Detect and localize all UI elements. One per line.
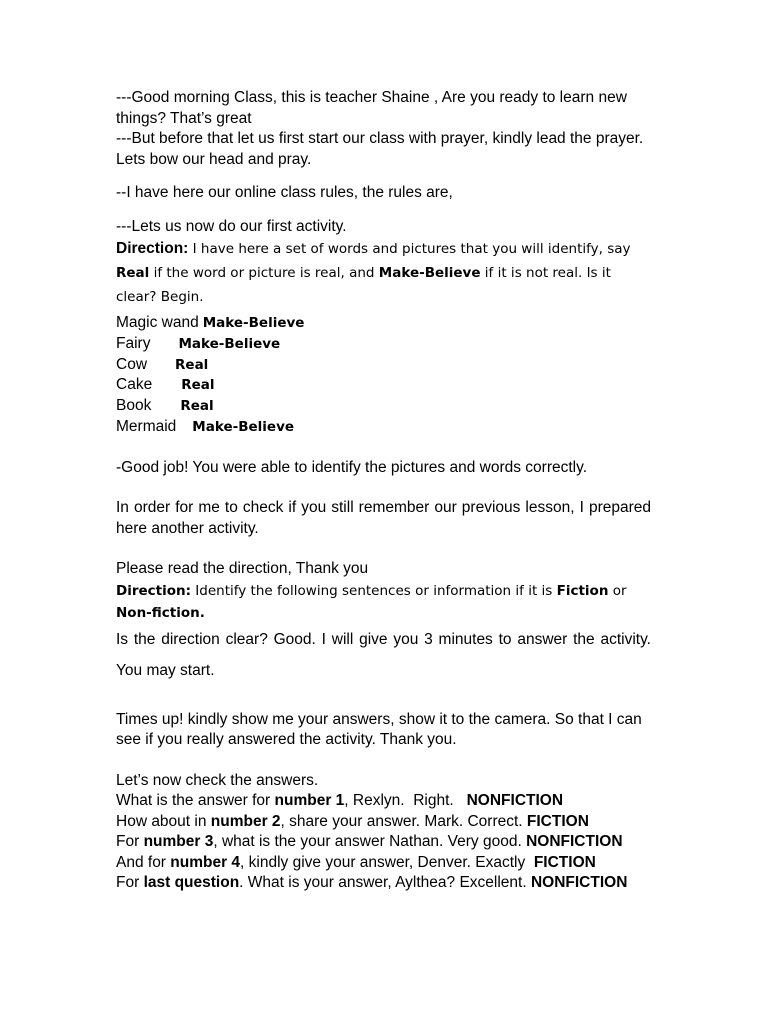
answer-line xyxy=(116,791,651,812)
answer-value: NONFICTION xyxy=(466,792,564,810)
word-list xyxy=(116,313,651,438)
direction-2 xyxy=(116,580,651,624)
check-answers-heading: Let’s now check the answers. xyxy=(116,771,319,789)
first-activity-paragraph: ---Lets us now do our first activity. xyxy=(116,217,347,235)
answer-prefix: For xyxy=(116,874,144,892)
lesson-document xyxy=(116,88,651,894)
direction-1 xyxy=(116,237,651,309)
answer-middle: , kindly give your answer, Denver. Exactly xyxy=(240,853,534,871)
word-row xyxy=(116,396,651,417)
word-answer: Real xyxy=(181,377,215,394)
answer-prefix: And for xyxy=(116,853,171,871)
answer-number: number 2 xyxy=(210,812,281,830)
direction-1-text-a: I have here a set of words and pictures that you will identify, say xyxy=(188,241,631,257)
direction-1-lead: Direction: xyxy=(116,240,189,257)
direction-1-make-believe: Make-Believe xyxy=(378,265,481,281)
direction-1-real: Real xyxy=(116,265,150,281)
direction-clear-paragraph: Is the direction clear? Good. I will give you 3 minutes to answer the activity. You may start. xyxy=(116,630,651,679)
word-label: Mermaid xyxy=(116,417,177,435)
direction-2-lead: Direction: xyxy=(116,582,192,599)
word-answer: Real xyxy=(180,398,214,415)
word-label: Fairy xyxy=(116,334,151,352)
answer-prefix: How about in xyxy=(116,812,211,830)
word-answer: Make-Believe xyxy=(192,418,295,435)
answer-number: last question xyxy=(143,874,240,892)
word-row xyxy=(116,417,651,438)
direction-2-nonfiction: Non-fiction. xyxy=(116,604,205,621)
answer-number: number 1 xyxy=(274,792,345,810)
answer-list xyxy=(116,791,651,894)
word-label: Cake xyxy=(116,376,153,394)
answer-prefix: What is the answer for xyxy=(116,792,275,810)
previous-lesson-paragraph: In order for me to check if you still remember our previous lesson, I prepared here another activity. xyxy=(116,499,651,537)
word-label: Magic wand xyxy=(116,314,199,331)
good-job-paragraph: -Good job! You were able to identify the pictures and words correctly. xyxy=(116,458,588,476)
answer-line xyxy=(116,873,651,894)
direction-1-text-c: if it is not real. Is it clear? Begin. xyxy=(116,265,611,305)
prayer-paragraph: ---But before that let us first start our class with prayer, kindly lead the prayer. Lets bow our head and pray. xyxy=(116,130,644,168)
word-answer: Make-Believe xyxy=(178,335,281,352)
answer-middle: . What is your answer, Aylthea? Excellent. xyxy=(239,874,531,892)
answer-line xyxy=(116,812,651,833)
word-answer: Real xyxy=(175,356,209,373)
answer-value: NONFICTION xyxy=(530,874,628,892)
answer-line xyxy=(116,853,651,874)
times-up-paragraph: Times up! kindly show me your answers, show it to the camera. So that I can see if you really answered the activity. Thank you. xyxy=(116,710,642,749)
answer-middle: , what is the your answer Nathan. Very good. xyxy=(213,833,527,851)
direction-2-text-b: or xyxy=(608,582,627,599)
greeting-paragraph: ---Good morning Class, this is teacher Shaine , Are you ready to learn new things? That’s great xyxy=(116,89,627,127)
word-row xyxy=(116,375,651,396)
rules-paragraph: --I have here our online class rules, the rules are, xyxy=(116,184,453,201)
word-row xyxy=(116,334,651,355)
word-label: Book xyxy=(116,397,152,415)
word-row xyxy=(116,355,651,376)
direction-2-fiction: Fiction xyxy=(556,582,609,599)
answer-middle: , share your answer. Mark. Correct. xyxy=(280,812,527,830)
word-answer: Make-Believe xyxy=(202,315,305,331)
word-row xyxy=(116,313,651,334)
answer-line xyxy=(116,832,651,853)
answer-prefix: For xyxy=(116,833,144,851)
answer-value: FICTION xyxy=(533,853,596,871)
read-direction-paragraph: Please read the direction, Thank you xyxy=(116,560,369,578)
answer-middle: , Rexlyn. Right. xyxy=(344,792,467,810)
word-label: Cow xyxy=(116,355,148,373)
answer-value: FICTION xyxy=(526,812,589,830)
direction-1-text-b: if the word or picture is real, and xyxy=(149,265,379,281)
direction-2-text-a: Identify the following sentences or information if it is xyxy=(191,582,557,599)
answer-value: NONFICTION xyxy=(526,833,623,851)
answer-number: number 3 xyxy=(143,833,214,851)
answer-number: number 4 xyxy=(170,853,241,871)
